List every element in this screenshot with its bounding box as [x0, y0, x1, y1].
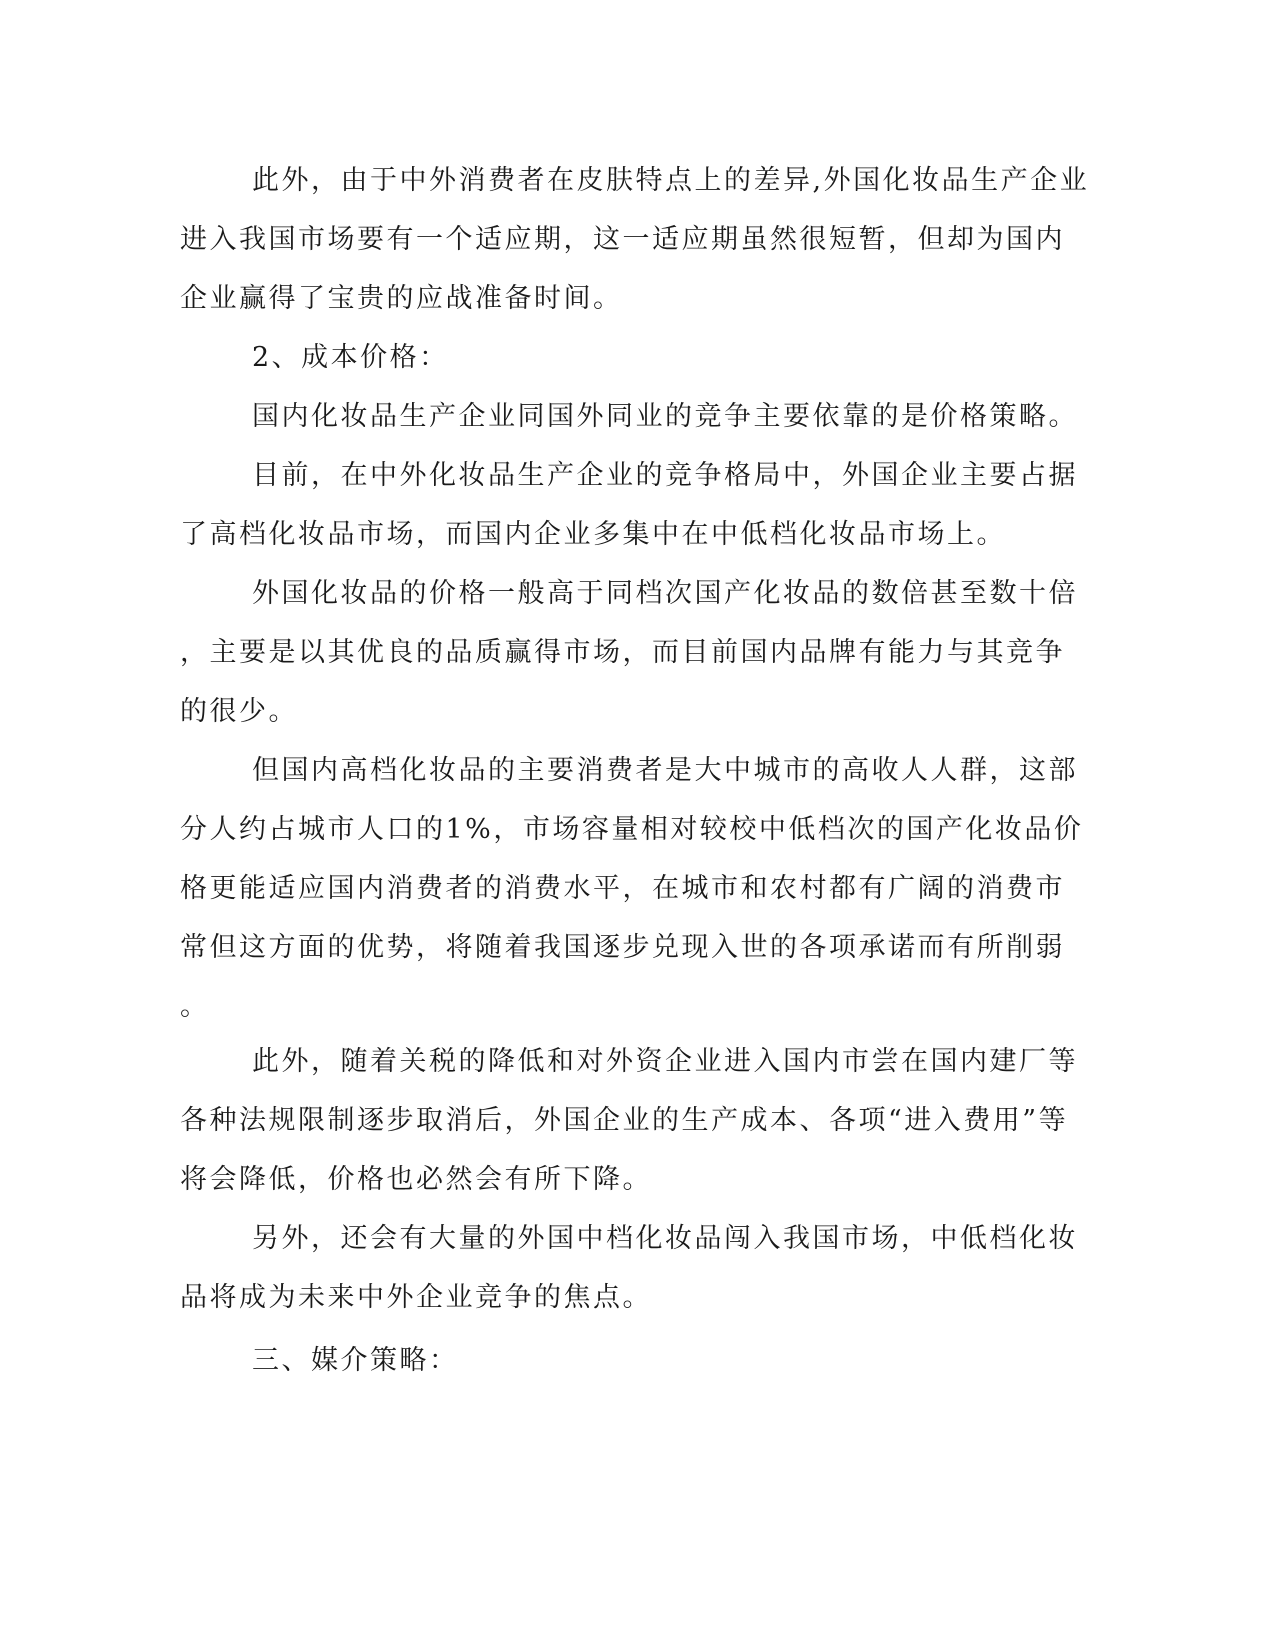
text-line: 。 — [180, 991, 210, 1022]
text-line: 常但这方面的优势，将随着我国逐步兑现入世的各项承诺而有所削弱 — [180, 932, 1065, 963]
text-line: 国内化妆品生产企业同国外同业的竞争主要依靠的是价格策略。 — [252, 401, 1078, 432]
text-line: 另外，还会有大量的外国中档化妆品闯入我国市场，中低档化妆 — [252, 1223, 1078, 1254]
text-line: 此外，随着关税的降低和对外资企业进入国内市尝在国内建厂等 — [252, 1046, 1078, 1077]
section-heading: 三、媒介策略： — [252, 1345, 459, 1376]
text-line: 但国内高档化妆品的主要消费者是大中城市的高收人人群，这部 — [252, 755, 1078, 786]
text-line: 品将成为未来中外企业竞争的焦点。 — [180, 1282, 652, 1313]
text-line: 此外，由于中外消费者在皮肤特点上的差异,外国化妆品生产企业 — [252, 165, 1090, 196]
text-line: ，主要是以其优良的品质赢得市场，而目前国内品牌有能力与其竞争 — [180, 637, 1065, 668]
text-line: 进入我国市场要有一个适应期，这一适应期虽然很短暂，但却为国内 — [180, 224, 1065, 255]
text-line: 格更能适应国内消费者的消费水平，在城市和农村都有广阔的消费市 — [180, 873, 1065, 904]
text-line: 的很少。 — [180, 696, 298, 727]
text-line: 各种法规限制逐步取消后，外国企业的生产成本、各项“进入费用”等 — [180, 1105, 1069, 1136]
text-line: 将会降低，价格也必然会有所下降。 — [180, 1164, 652, 1195]
text-line: 了高档化妆品市场，而国内企业多集中在中低档化妆品市场上。 — [180, 519, 1006, 550]
section-heading: 2、成本价格： — [252, 342, 449, 373]
text-line: 分人约占城市人口的1%，市场容量相对较校中低档次的国产化妆品价 — [180, 814, 1084, 845]
text-line: 外国化妆品的价格一般高于同档次国产化妆品的数倍甚至数十倍 — [252, 578, 1078, 609]
text-line: 企业赢得了宝贵的应战准备时间。 — [180, 283, 623, 314]
text-line: 目前，在中外化妆品生产企业的竞争格局中，外国企业主要占据 — [252, 460, 1078, 491]
